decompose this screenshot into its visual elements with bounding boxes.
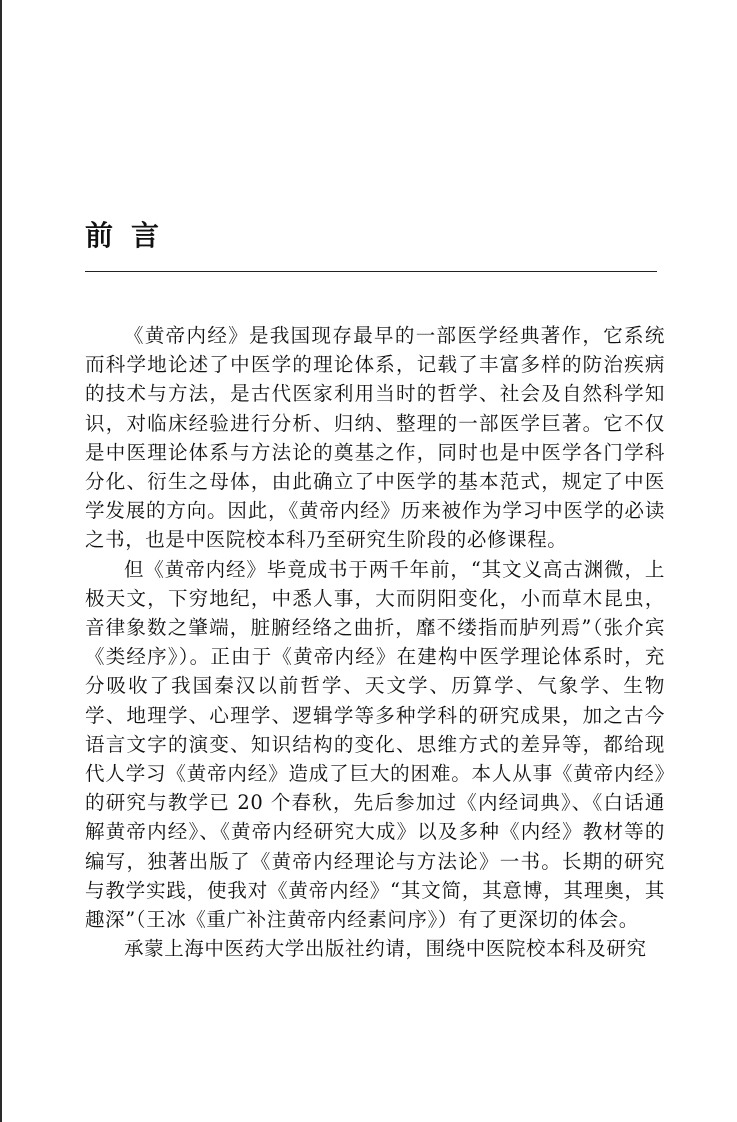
page-title: 前言 (85, 219, 178, 252)
paragraph-2: 但《黄帝内经》毕竟成书于两千年前，“其文义高古渊微，上极天文，下穷地纪，中悉人事，大而阴阳变化，小而草木昆虫，音律象数之肇端，脏腑经络之曲折，靡不缕指而胪列焉”（张介宾《类经序》）。正由于《黄帝内经》在建构中医学理论体系时，充分吸收了我国秦汉以前哲学、天文学、历算学、气象学、生物学、地理学、心理学、逻辑学等多种学科的研究成果，加之古今语言文字的演变、知识结构的变化、思维方式的差异等，都给现代人学习《黄帝内经》造成了巨大的困难。本人从事《黄帝内经》的研究与教学已 20 个春秋，先后参加过《内经词典》、《白话通解黄帝内经》、《黄帝内经研究大成》以及多种《内经》教材等的编写，独著出版了《黄帝内经理论与方法论》一书。长期的研究与教学实践，使我对《黄帝内经》“其文简，其意博，其理奥，其趣深”（王冰《重广补注黄帝内经素问序》）有了更深切的体会。 (85, 557, 665, 932)
preface-body (85, 321, 665, 963)
page-edge-line (0, 0, 2, 1122)
paragraph-1: 《黄帝内经》是我国现存最早的一部医学经典著作，它系统而科学地论述了中医学的理论体系，记载了丰富多样的防治疾病的技术与方法，是古代医家利用当时的哲学、社会及自然科学知识，对临床经验进行分析、归纳、整理的一部医学巨著。它不仅是中医理论体系与方法论的奠基之作，同时也是中医学各门学科分化、衍生之母体，由此确立了中医学的基本范式，规定了中医学发展的方向。因此，《黄帝内经》历来被作为学习中医学的必读之书，也是中医院校本科乃至研究生阶段的必修课程。 (85, 324, 665, 552)
paragraph-3: 承蒙上海中医药大学出版社约请，围绕中医院校本科及研究 (124, 937, 647, 961)
heading-divider (85, 271, 657, 272)
